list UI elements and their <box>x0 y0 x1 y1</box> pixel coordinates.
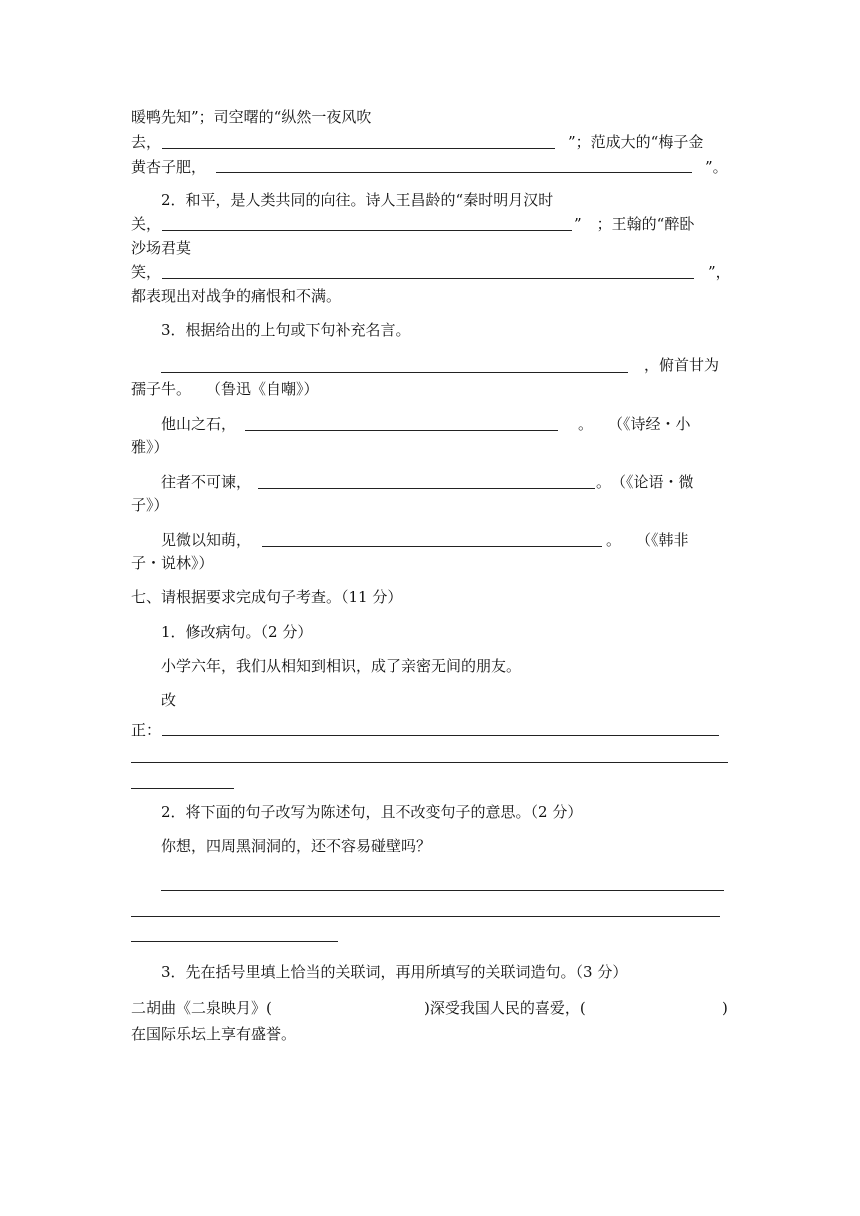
quote-d-line-2: 子・说林》） <box>131 554 214 572</box>
poem-line-3-start: 黄杏子肥， <box>131 158 207 176</box>
section-7-q3-line-1a: 二胡曲《二泉映月》( <box>131 999 272 1017</box>
section-7-q1-sentence: 小学六年，我们从相知到相识，成了亲密无间的朋友。 <box>161 657 522 675</box>
question-2-line-3: 沙场君莫 <box>131 239 192 257</box>
answer-line-3[interactable] <box>131 788 234 789</box>
question-2-line-4-end: ”， <box>708 263 731 281</box>
quote-b-line-2: 雅》） <box>131 438 169 456</box>
answer-line-4[interactable] <box>161 890 724 891</box>
poem-line-2-start: 去， <box>131 133 162 151</box>
section-7-q1-title: 1．修改病句。（2 分） <box>161 623 313 641</box>
quote-a-right: ，俯首甘为 <box>644 356 720 374</box>
section-7-q2-title: 2．将下面的句子改写为陈述句，且不改变句子的意思。（2 分） <box>161 803 583 821</box>
quote-b-start: 他山之石， <box>161 415 237 433</box>
answer-blank-6[interactable] <box>245 430 558 431</box>
section-7-q2-sentence: 你想，四周黑洞洞的，还不容易碰壁吗？ <box>161 837 432 855</box>
section-7-q3-line-2: 在国际乐坛上享有盛誉。 <box>131 1025 297 1043</box>
answer-line-6[interactable] <box>131 941 338 942</box>
poem-line-1: 暖鸭先知”；司空曙的“纵然一夜风吹 <box>131 108 372 126</box>
poem-line-2-end: ”；范成大的“梅子金 <box>568 133 704 151</box>
question-2-line-4-start: 笑， <box>131 263 162 281</box>
section-7-title: 七、请根据要求完成句子考查。（11 分） <box>131 588 403 606</box>
answer-blank-2[interactable] <box>216 172 692 173</box>
answer-line-5[interactable] <box>131 916 720 917</box>
question-2-line-5: 都表现出对战争的痛恨和不满。 <box>131 287 342 305</box>
answer-blank-7[interactable] <box>258 488 595 489</box>
question-2-line-2-end: ” ；王翰的“醉卧 <box>574 215 695 233</box>
quote-a-line-2: 孺子牛。 （鲁迅《自嘲》） <box>131 380 319 398</box>
section-7-q3-line-1b: )深受我国人民的喜爱，( <box>424 999 586 1017</box>
question-3-title: 3．根据给出的上句或下句补充名言。 <box>161 321 411 339</box>
question-2-title: 2．和平，是人类共同的向往。诗人王昌龄的“秦时明月汉时 <box>161 191 554 209</box>
section-7-q1-zheng: 正： <box>131 721 162 739</box>
answer-line-2[interactable] <box>131 762 728 763</box>
quote-c-end: 。 （《论语・微 <box>596 473 694 491</box>
quote-b-end: 。 （《诗经・小 <box>578 415 691 433</box>
section-7-q3-line-1c: ) <box>722 999 728 1017</box>
answer-blank-1[interactable] <box>162 148 555 149</box>
quote-c-start: 往者不可谏， <box>161 473 252 491</box>
question-2-line-2-start: 关， <box>131 215 162 233</box>
answer-line-1[interactable] <box>162 735 719 736</box>
answer-blank-3[interactable] <box>162 230 572 231</box>
section-7-q1-gai: 改 <box>161 691 177 709</box>
section-7-q3-title: 3．先在括号里填上恰当的关联词，再用所填写的关联词造句。（3 分） <box>161 963 628 981</box>
answer-blank-4[interactable] <box>162 278 694 279</box>
quote-d-start: 见微以知萌， <box>161 531 252 549</box>
answer-blank-5[interactable] <box>161 372 628 373</box>
quote-d-end: 。 （《韩非 <box>606 531 689 549</box>
poem-line-3-end: ”。 <box>705 158 728 176</box>
answer-blank-8[interactable] <box>262 546 602 547</box>
quote-c-line-2: 子》） <box>131 496 169 514</box>
